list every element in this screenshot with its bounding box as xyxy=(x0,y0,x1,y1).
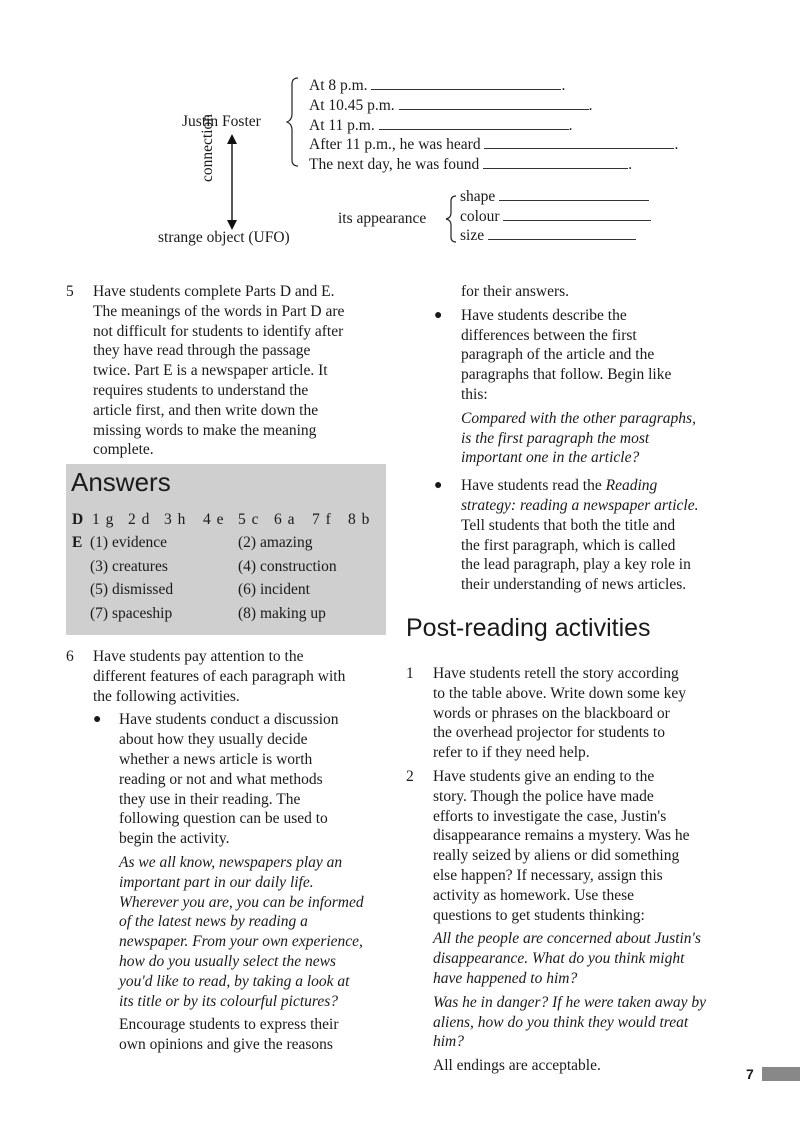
continuation-text: for their answers. xyxy=(461,283,570,300)
thinking-question: Was he in danger? If he were taken away by aliens, how do you think they would treat him? xyxy=(433,993,707,1051)
object-label: strange object (UFO) xyxy=(158,229,290,246)
step-6 xyxy=(66,647,396,1055)
timeline-item: At 8 p.m. . xyxy=(309,77,566,94)
appearance-list xyxy=(460,187,651,246)
closing-note: All endings are acceptable. xyxy=(433,1057,601,1075)
timeline-item: At 11 p.m. . xyxy=(309,116,573,134)
post-item-1: 1 Have students retell the story according to the table above. Write down some key words or phrases on the blackboard or the overhead projector for students to refer to if they need help. xyxy=(406,665,687,762)
post-item-2: 2 Have students give an ending to the story. Though the police have made efforts to investigate the case, Justin's disappearance remains a mystery. Was he really seized by aliens or did something else happen? If necessary, assign this activity as homework. Use these questions to get students thinking: All the people are concerned about Justin's disappearance. What do you think might have happened to him? Was he in danger? If he were taken away by aliens, how do you think they would treat him? All endings are acceptable. xyxy=(406,767,766,1076)
timeline-item: After 11 p.m., he was heard . xyxy=(309,136,679,154)
post-reading-heading: Post-reading activities xyxy=(406,614,651,642)
step-6-bullet: ● Have students read the Reading strategy: reading a newspaper article. Tell students that both the title and the first paragraph, which is called the lead paragraph, play a key role in their understanding of news articles. xyxy=(434,477,699,594)
timeline-list xyxy=(309,76,678,175)
step-5-text: Have students complete Parts D and E. The meanings of the words in Part D are not difficult for students to identify after they have read through the passage twice. Part E is a newspaper article. It requires students to understand the article first, and then write down the missing words to make the meaning complete. xyxy=(93,283,345,459)
timeline-item: At 10.45 p.m. . xyxy=(309,96,593,114)
appearance-item: shape xyxy=(460,187,651,207)
step-6-bullet: ● Have students describe the differences between the first paragraph of the article and the paragraphs that follow. Begin like this: Compared with the other paragraphs, is the first paragraph the most important one in the article? xyxy=(434,306,764,468)
post-reading-list xyxy=(406,664,766,1076)
item-number: 2 xyxy=(406,767,414,785)
step-6-bullet: ● Have students conduct a discussion about how they usually decide whether a news article is worth reading or not and what methods they use in their reading. The following question can be used to begin the activity. As we all know, newspapers play an important part in our daily life. Wherever you are, you can be informed of the latest news by reading a newspaper. From your own experience, how do you usually select the news you'd like to read, by taking a look at its title or by its colourful pictures? Encourage students to express their own opinions and give the reasons xyxy=(93,710,396,1055)
bullet-icon: ● xyxy=(434,478,443,494)
step-6-intro: Have students pay attention to the different features of each paragraph with the following activities. xyxy=(93,648,346,705)
step-6-continued xyxy=(434,282,764,595)
answers-box xyxy=(66,464,386,635)
comparison-question: Compared with the other paragraphs, is the first paragraph the most important one in the article? xyxy=(461,409,696,467)
appearance-item: size xyxy=(460,226,651,246)
step-5 xyxy=(66,282,396,460)
page-tab-bar xyxy=(762,1067,800,1081)
bullet-icon: ● xyxy=(434,307,443,323)
thinking-question: All the people are concerned about Justin's disappearance. What do you think might have happened to him? xyxy=(433,930,701,987)
bullet-icon: ● xyxy=(93,712,102,728)
item-number: 1 xyxy=(406,665,414,682)
discussion-question: As we all know, newspapers play an important part in our daily life. Wherever you are, you can be informed of the latest news by reading a newspaper. From your own experience, how do you usually select the news you'd like to read, by taking a look at its title or by its colourful pictures? xyxy=(119,853,364,1010)
step-number: 5 xyxy=(66,283,74,300)
person-label: Justin Foster xyxy=(182,113,261,130)
connection-arrow xyxy=(224,134,240,230)
appearance-item: colour xyxy=(460,207,651,227)
appearance-brace xyxy=(444,194,458,244)
answers-title: Answers xyxy=(71,467,171,497)
step-number: 6 xyxy=(66,648,74,665)
page-number: 7 xyxy=(746,1066,754,1082)
timeline-item: The next day, he was found . xyxy=(309,156,633,174)
appearance-label: its appearance xyxy=(338,210,427,227)
connection-label: connection xyxy=(199,113,216,182)
timeline-brace xyxy=(286,76,300,168)
answers-e-block: E (1) evidence (2) amazing (3) creatures (4) construction (5) dismissed (6) incident (7) spaceship (8) making up xyxy=(72,534,337,622)
answers-d-row: D 1 g 2 d 3 h 4 e 5 c 6 a 7 f 8 b xyxy=(72,511,371,528)
